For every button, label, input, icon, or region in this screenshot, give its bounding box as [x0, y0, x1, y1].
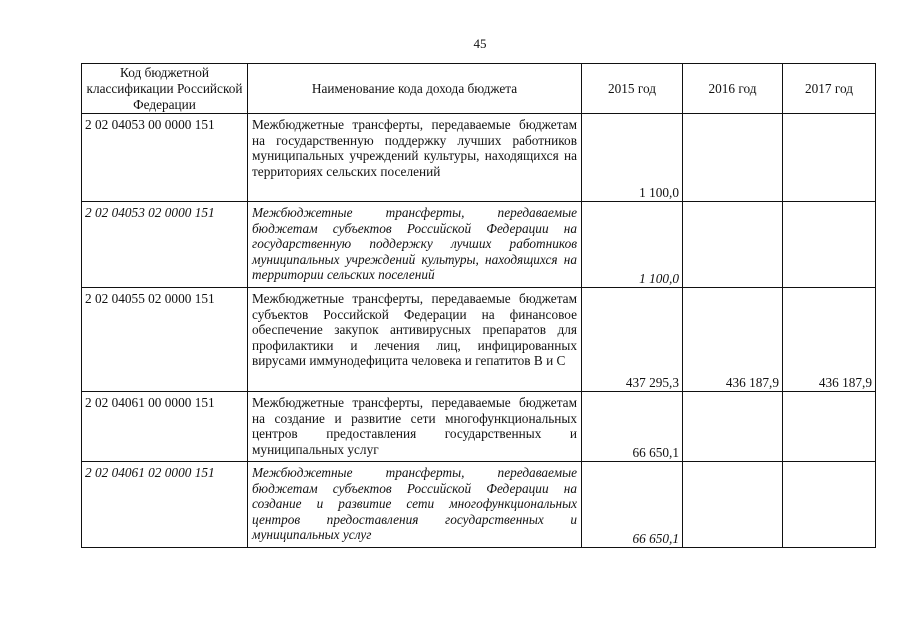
row-value-2015: 1 100,0: [582, 202, 683, 288]
row-value-2017: [783, 202, 876, 288]
row-value-2016: [683, 114, 783, 202]
header-2017: 2017 год: [783, 64, 876, 114]
row-value-2016: [683, 202, 783, 288]
row-code: 2 02 04053 00 0000 151: [82, 114, 248, 202]
row-code: 2 02 04061 02 0000 151: [82, 462, 248, 548]
table-row: [82, 462, 876, 548]
row-value-2015: 66 650,1: [582, 392, 683, 462]
table-row: [82, 202, 876, 288]
row-code: 2 02 04055 02 0000 151: [82, 288, 248, 392]
row-value-2017: [783, 392, 876, 462]
row-value-2015: 66 650,1: [582, 462, 683, 548]
row-code: 2 02 04061 00 0000 151: [82, 392, 248, 462]
table-header-row: [82, 64, 876, 114]
header-2015: 2015 год: [582, 64, 683, 114]
row-name: Межбюджетные трансферты, передаваемые бюджетам на создание и развитие сети многофункциональных центров предоставления государственных и муниципальных услуг: [248, 392, 582, 462]
table-row: [82, 392, 876, 462]
row-value-2015: 1 100,0: [582, 114, 683, 202]
row-value-2016: [683, 392, 783, 462]
row-value-2016: 436 187,9: [683, 288, 783, 392]
table-row: [82, 114, 876, 202]
table-row: [82, 288, 876, 392]
row-code: 2 02 04053 02 0000 151: [82, 202, 248, 288]
row-value-2017: [783, 114, 876, 202]
header-code: Код бюджетной классификации Российской Федерации: [82, 64, 248, 114]
header-name: Наименование кода дохода бюджета: [248, 64, 582, 114]
budget-revenue-table: [81, 63, 876, 548]
row-value-2017: 436 187,9: [783, 288, 876, 392]
row-name: Межбюджетные трансферты, передаваемые бюджетам субъектов Российской Федерации на государственную поддержку лучших работников муниципальных учреждений культуры, находящихся на территории сельских поселений: [248, 202, 582, 288]
header-2016: 2016 год: [683, 64, 783, 114]
row-value-2016: [683, 462, 783, 548]
page-number: 45: [473, 36, 487, 51]
row-value-2015: 437 295,3: [582, 288, 683, 392]
row-name: Межбюджетные трансферты, передаваемые бюджетам субъектов Российской Федерации на создание и развитие сети многофункциональных центров предоставления государственных и муниципальных услуг: [248, 462, 582, 548]
row-name: Межбюджетные трансферты, передаваемые бюджетам субъектов Российской Федерации на финансовое обеспечение закупок антивирусных препаратов для профилактики и лечения лиц, инфицированных вирусами иммунодефицита человека и гепатитов В и С: [248, 288, 582, 392]
row-value-2017: [783, 462, 876, 548]
row-name: Межбюджетные трансферты, передаваемые бюджетам на государственную поддержку лучших работников муниципальных учреждений культуры, находящихся на территориях сельских поселений: [248, 114, 582, 202]
